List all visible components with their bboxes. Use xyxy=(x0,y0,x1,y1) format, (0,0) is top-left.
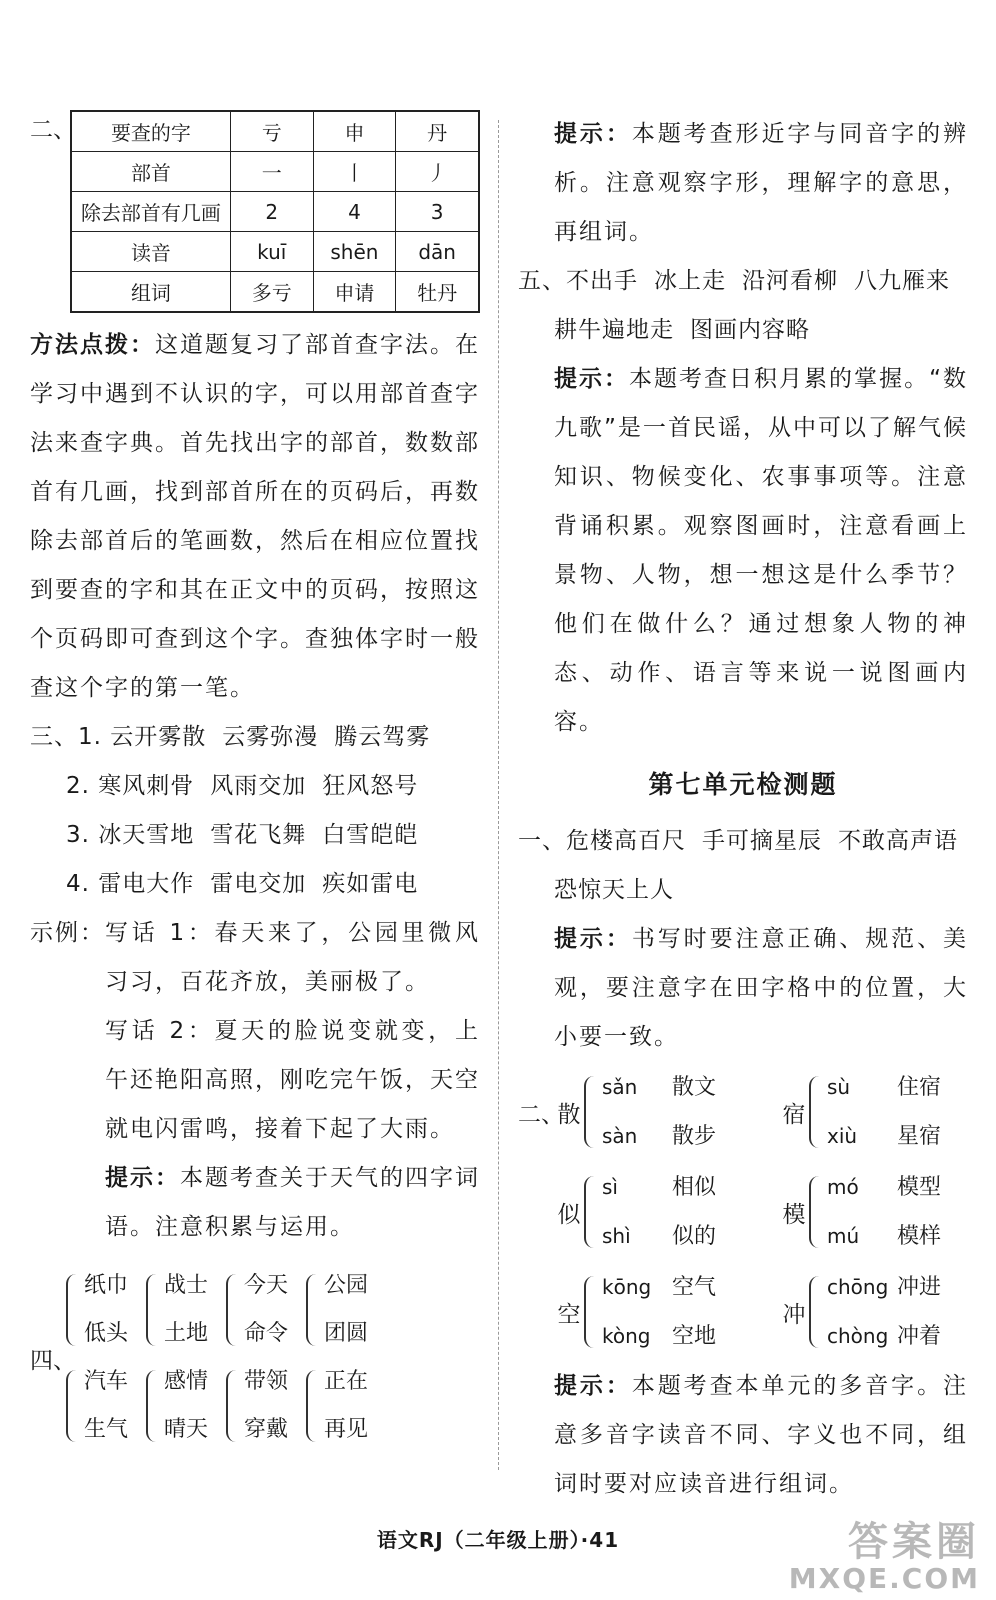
pinyin: mú xyxy=(827,1224,860,1248)
table-cell: 要查的字 xyxy=(71,111,230,152)
table-cell: 2 xyxy=(230,192,313,232)
u7-q1-hint xyxy=(518,915,968,1062)
word-group xyxy=(66,1262,146,1358)
word-group xyxy=(146,1262,226,1358)
polyphonic-group xyxy=(518,1263,743,1361)
hint-text: 本题考查关于天气的四字词语。注意积累与运用。 xyxy=(105,1165,480,1240)
word: 模样 xyxy=(897,1224,942,1249)
page-number: 41 xyxy=(589,1528,620,1552)
word: 冲着 xyxy=(897,1324,942,1349)
table-cell: 部首 xyxy=(71,152,230,192)
table-row xyxy=(71,232,479,272)
site-watermark-logo xyxy=(789,1520,980,1594)
word: 穿戴 xyxy=(244,1417,289,1442)
q3-block xyxy=(30,713,480,1252)
example-label: 示例： xyxy=(30,920,105,946)
word: 晴天 xyxy=(164,1417,209,1442)
word: 战士 xyxy=(164,1273,209,1298)
hint-label: 提示： xyxy=(554,121,632,147)
q5-hint xyxy=(518,355,968,747)
idiom: 狂风怒号 xyxy=(322,773,419,799)
word: 空气 xyxy=(672,1275,717,1300)
word-row-1 xyxy=(66,1262,386,1358)
pinyin: chòng xyxy=(827,1324,889,1348)
u7-q1-line-2 xyxy=(518,866,968,915)
word: 低头 xyxy=(84,1321,129,1346)
idiom: 白雪皑皑 xyxy=(322,822,419,848)
pinyin: xiù xyxy=(827,1124,858,1148)
idiom: 雷电交加 xyxy=(210,871,307,897)
q3-line-2 xyxy=(30,762,480,811)
table-cell: 亏 xyxy=(230,111,313,152)
table-cell: shēn xyxy=(313,232,396,272)
q3-line-3 xyxy=(30,811,480,860)
word: 模型 xyxy=(897,1175,942,1200)
poly-row-1 xyxy=(518,1062,968,1162)
watermark-line-1: 答案圈 xyxy=(848,1519,980,1565)
method-tip xyxy=(30,321,480,713)
poly-char: 似 xyxy=(557,1201,581,1228)
unit-7-title: 第七单元检测题 xyxy=(648,770,838,799)
word: 汽车 xyxy=(84,1369,129,1394)
phrase: 冰上走 xyxy=(654,268,726,294)
word: 空地 xyxy=(672,1324,717,1349)
phrase: 沿河看柳 xyxy=(742,268,838,294)
q3-hint xyxy=(105,1154,480,1252)
poly-char: 宿 xyxy=(782,1101,806,1128)
word: 感情 xyxy=(164,1369,209,1394)
q3-line-1 xyxy=(30,713,480,762)
hint-text: 书写时要注意正确、规范、美观，要注意字在田字格中的位置，大小要一致。 xyxy=(554,926,969,1050)
q4-block xyxy=(30,1262,480,1454)
q4-hint xyxy=(518,110,968,257)
table-cell: 申请 xyxy=(313,272,396,313)
idiom: 云雾弥漫 xyxy=(222,724,319,750)
poly-char: 冲 xyxy=(782,1301,806,1328)
word: 纸巾 xyxy=(84,1273,129,1298)
word: 再见 xyxy=(324,1417,369,1442)
table-cell: 读音 xyxy=(71,232,230,272)
poem-line: 危楼高百尺 xyxy=(566,828,686,854)
table-cell: 组词 xyxy=(71,272,230,313)
pinyin: sì xyxy=(602,1175,618,1199)
word-row-2 xyxy=(66,1358,386,1454)
polyphonic-group xyxy=(743,1163,968,1261)
idiom: 疾如雷电 xyxy=(322,871,419,897)
radical-lookup-table xyxy=(70,110,480,313)
word: 住宿 xyxy=(897,1075,942,1100)
phrase: 不出手 xyxy=(566,268,638,294)
word-group xyxy=(306,1358,386,1454)
q3-line-4 xyxy=(30,860,480,909)
u7-q1-line-1 xyxy=(518,817,968,866)
q5-line-1 xyxy=(518,257,968,306)
table-row xyxy=(71,152,479,192)
word: 散步 xyxy=(672,1124,717,1149)
u7-q2-hint xyxy=(518,1362,968,1509)
hint-label: 提示： xyxy=(554,926,632,952)
hint-label: 提示： xyxy=(554,1373,632,1399)
polyphonic-group xyxy=(518,1063,743,1161)
poly-char: 空 xyxy=(557,1301,581,1328)
table-cell: 丹 xyxy=(396,111,479,152)
method-text: 这道题复习了部首查字法。在学习中遇到不认识的字，可以用部首查字法来查字典。首先找出字的部首，数数部首有几画，找到部首所在的页码后，再数除去部首后的笔画数，然后在相应位置找到要查的字和其在正文中的页码，按照这个页码即可查到这个字。查独体字时一般查这个字的第一笔。 xyxy=(30,332,480,701)
pinyin: sǎn xyxy=(602,1075,638,1099)
hint-label: 提示： xyxy=(554,366,630,392)
table-cell: 多亏 xyxy=(230,272,313,313)
word: 冲进 xyxy=(897,1275,942,1300)
table-row xyxy=(71,111,479,152)
word: 带领 xyxy=(244,1369,289,1394)
word: 似的 xyxy=(672,1224,717,1249)
example-2: 写话 2：夏天的脸说变就变，上午还艳阳高照，刚吃完午饭，天空就电闪雷鸣，接着下起了大雨。 xyxy=(105,1018,480,1142)
unit7-q2 xyxy=(518,1062,968,1509)
word: 生气 xyxy=(84,1417,129,1442)
right-column xyxy=(518,110,968,1509)
polyphonic-group xyxy=(743,1063,968,1161)
table-cell: 丿 xyxy=(396,152,479,192)
poem-line: 手可摘星辰 xyxy=(702,828,822,854)
poem-line: 恐惊天上人 xyxy=(554,877,674,903)
q2-block xyxy=(30,110,480,313)
word: 土地 xyxy=(164,1321,209,1346)
table-cell: 3 xyxy=(396,192,479,232)
q2-number: 二、 xyxy=(30,117,76,143)
poly-char: 模 xyxy=(782,1201,806,1228)
q5-block xyxy=(518,257,968,747)
idiom: 雪花飞舞 xyxy=(210,822,307,848)
q3-number: 三、 xyxy=(30,724,78,750)
pinyin: kōng xyxy=(602,1275,652,1299)
idiom: 风雨交加 xyxy=(210,773,307,799)
pinyin: sàn xyxy=(602,1124,638,1148)
table-cell: 除去部首有几画 xyxy=(71,192,230,232)
polyphonic-group xyxy=(743,1263,968,1361)
poly-char: 散 xyxy=(557,1101,581,1128)
example-block xyxy=(30,909,480,1252)
word: 团圆 xyxy=(324,1321,369,1346)
word: 散文 xyxy=(672,1075,717,1100)
idiom: 腾云驾雾 xyxy=(334,724,431,750)
hint-label: 提示： xyxy=(105,1165,180,1191)
pinyin: chōng xyxy=(827,1275,889,1299)
word-group xyxy=(66,1358,146,1454)
hint-text: 本题考查日积月累的掌握。“数九歌”是一首民谣，从中可以了解气候知识、物候变化、农事事项等。注意背诵积累。观察图画时，注意看画上景物、人物，想一想这是什么季节？他们在做什么？通过想象人物的神态、动作、语言等来说一说图画内容。 xyxy=(554,366,968,735)
pinyin: mó xyxy=(827,1175,859,1199)
hint-text: 本题考查本单元的多音字。注意多音字读音不同、字义也不同，组词时要对应读音进行组词。 xyxy=(554,1373,969,1497)
word: 相似 xyxy=(672,1175,717,1200)
left-column xyxy=(30,110,480,1454)
poem-line: 不敢高声语 xyxy=(838,828,958,854)
table-cell: 4 xyxy=(313,192,396,232)
q5-line-2 xyxy=(518,306,968,355)
word: 命令 xyxy=(244,1321,289,1346)
table-row xyxy=(71,192,479,232)
word: 公园 xyxy=(324,1273,369,1298)
table-row xyxy=(71,272,479,313)
word-group xyxy=(226,1262,306,1358)
polyphonic-group xyxy=(518,1163,743,1261)
pinyin: sù xyxy=(827,1075,851,1099)
table-cell: kuī xyxy=(230,232,313,272)
table-cell: 一 xyxy=(230,152,313,192)
word-group xyxy=(146,1358,226,1454)
hint-text: 本题考查形近字与同音字的辨析。注意观察字形，理解字的意思，再组词。 xyxy=(554,121,969,245)
unit7-q1 xyxy=(518,817,968,1062)
footer-book-title: 语文RJ（二年级上册）· xyxy=(376,1528,590,1552)
q5-number: 五、 xyxy=(518,268,566,294)
table-cell: 申 xyxy=(313,111,396,152)
table-cell: 牡丹 xyxy=(396,272,479,313)
pinyin: kòng xyxy=(602,1324,651,1348)
pinyin: shì xyxy=(602,1224,631,1248)
watermark-line-2: MXQE.COM xyxy=(788,1562,980,1595)
word-group xyxy=(226,1358,306,1454)
u7-q1-number: 一、 xyxy=(518,828,566,854)
idiom: 1. 云开雾散 xyxy=(78,724,207,750)
poly-row-3 xyxy=(518,1262,968,1362)
u7-q2-number: 二、 xyxy=(518,1101,564,1128)
phrase: 图画内容略 xyxy=(690,317,810,343)
word: 星宿 xyxy=(897,1124,942,1149)
word-group xyxy=(306,1262,386,1358)
example-1: 写话 1：春天来了，公园里微风习习，百花齐放，美丽极了。 xyxy=(105,920,480,995)
word: 正在 xyxy=(324,1369,369,1394)
idiom: 3. 冰天雪地 xyxy=(66,822,195,848)
q4-number: 四、 xyxy=(30,1347,76,1374)
table-cell: dān xyxy=(396,232,479,272)
method-label: 方法点拨： xyxy=(30,332,155,358)
phrase: 耕牛遍地走 xyxy=(554,317,674,343)
phrase: 八九雁来 xyxy=(854,268,950,294)
word: 今天 xyxy=(244,1273,289,1298)
table-cell: 丨 xyxy=(313,152,396,192)
column-divider xyxy=(498,120,499,1470)
idiom: 4. 雷电大作 xyxy=(66,871,195,897)
poly-row-2 xyxy=(518,1162,968,1262)
idiom: 2. 寒风刺骨 xyxy=(66,773,195,799)
